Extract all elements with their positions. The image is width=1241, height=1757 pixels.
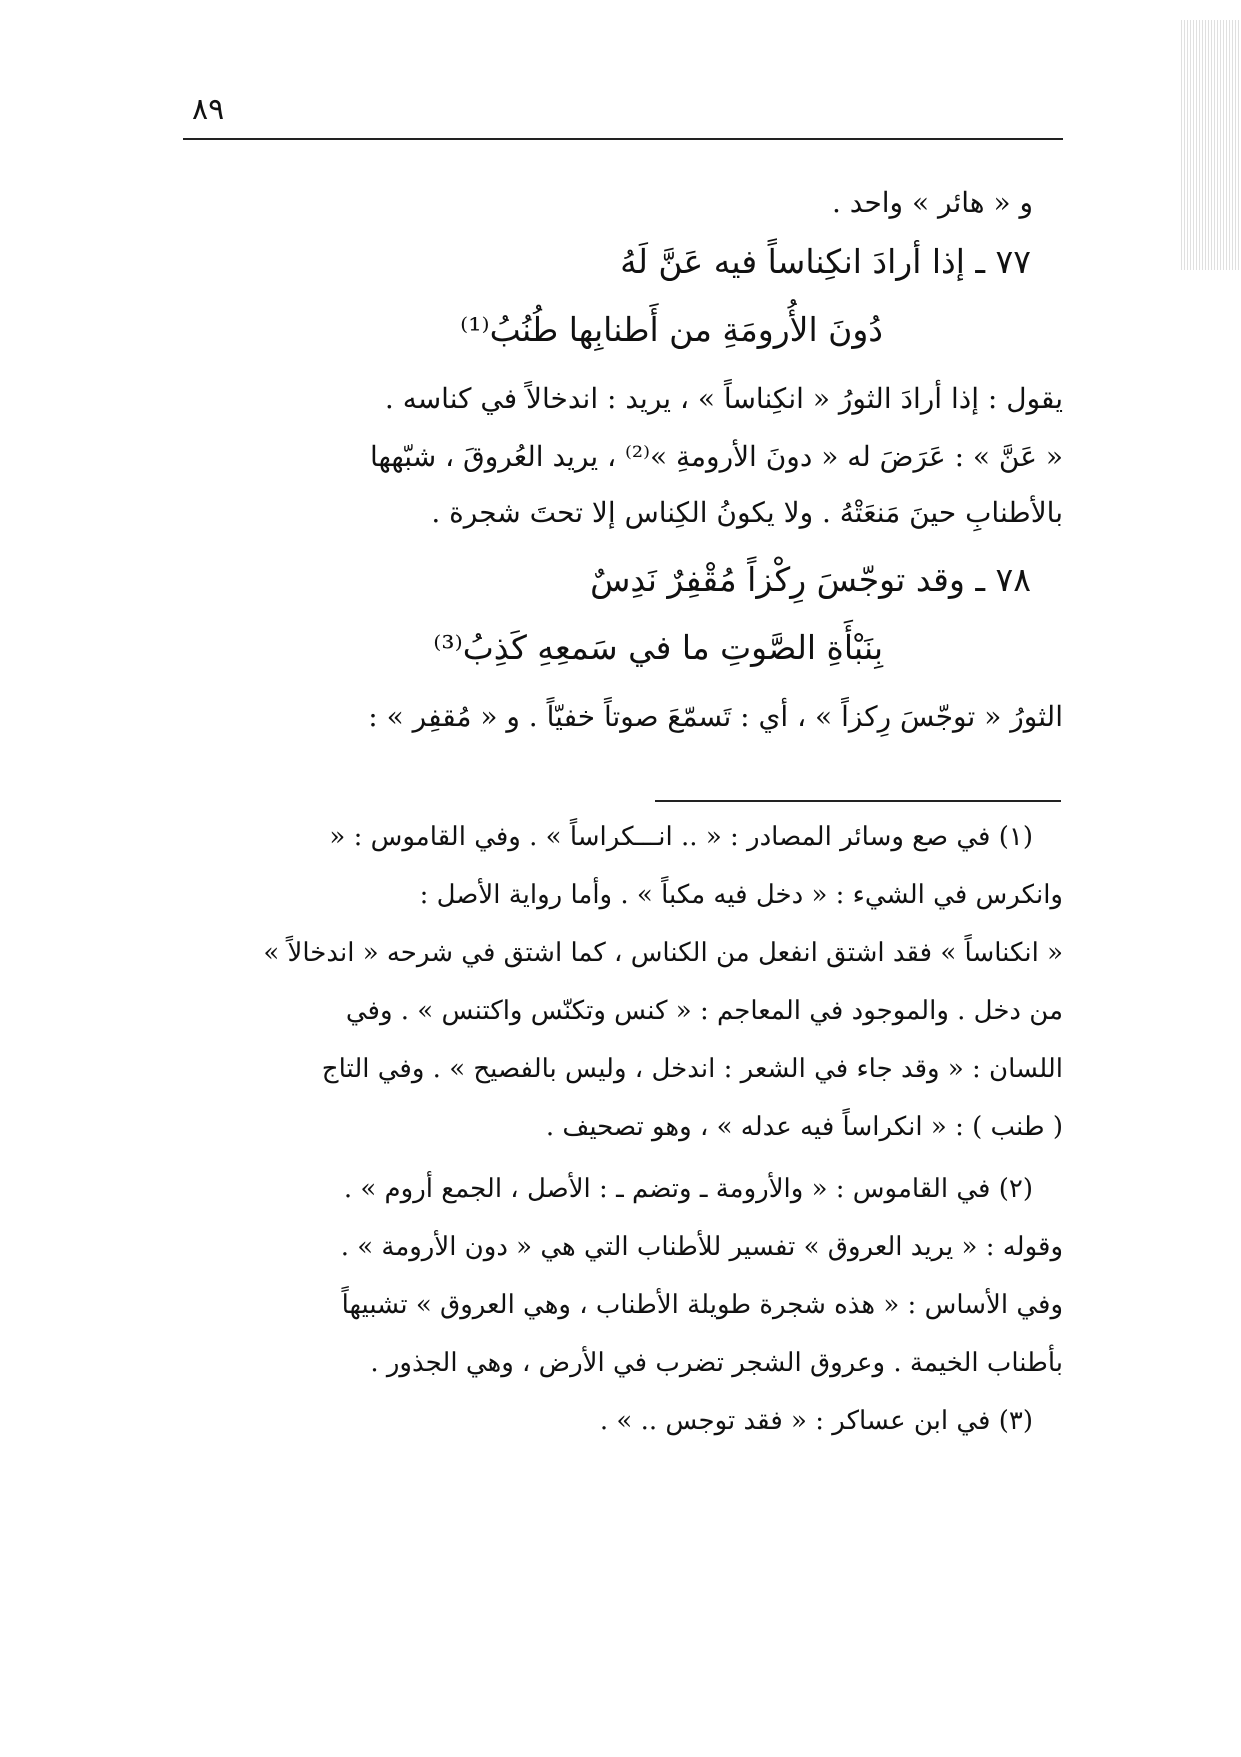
commentary-line: « عَنَّ » : عَرَضَ له « دونَ الأرومةِ »⁽²⁾ ، يريد العُروقَ ، شبّهها — [369, 440, 1063, 473]
verse-78-first-hemistich: ٧٨ ـ وقد توجّسَ رِكْزاً مُقْفِرٌ نَدِسٌ — [590, 560, 1031, 599]
footnote-1-line: اللسان : « وقد جاء في الشعر : اندخل ، وليس بالفصيح » . وفي التاج — [321, 1054, 1063, 1084]
commentary-line: يقول : إذا أرادَ الثورُ « انكِناساً » ، يريد : اندخالاً في كناسه . — [384, 382, 1063, 415]
footnote-2-line: وفي الأساس : « هذه شجرة طويلة الأطناب ، وهي العروق » تشبيهاً — [341, 1290, 1063, 1320]
footnote-1-line: « انكناساً » فقد اشتق انفعل من الكناس ، كما اشتق في شرحه « اندخالاً » — [263, 938, 1063, 968]
footnote-1-line: ( طنب ) : « انكراساً فيه عدله » ، وهو تصحيف . — [545, 1112, 1063, 1142]
page-edge-shadow — [1181, 20, 1241, 270]
footnote-2-line: بأطناب الخيمة . وعروق الشجر تضرب في الأرض ، وهي الجذور . — [370, 1348, 1063, 1378]
footnote-1-line: من دخل . والموجود في المعاجم : « كنس وتكنّس واكتنس » . وفي — [345, 996, 1063, 1026]
commentary-line: الثورُ « توجّسَ رِكزاً » ، أي : تَسمّعَ صوتاً خفيّاً . و « مُقفِر » : — [368, 700, 1063, 733]
footnote-1-line: (١) في صع وسائر المصادر : « .. انـــكراساً » . وفي القاموس : « — [329, 822, 1033, 852]
commentary-line: بالأطنابِ حينَ مَنعَتْهُ . ولا يكونُ الكِناس إلا تحتَ شجرة . — [431, 496, 1063, 529]
footnote-2-line: وقوله : « يريد العروق » تفسير للأطناب التي هي « دون الأرومة » . — [340, 1232, 1063, 1262]
verse-78-second-hemistich: بِنَبْأَةِ الصَّوتِ ما في سَمعِهِ كَذِبُ⁽³⁾ — [433, 628, 883, 667]
footnote-1-line: وانكرس في الشيء : « دخل فيه مكباً » . وأما رواية الأصل : — [419, 880, 1063, 910]
verse-77-first-hemistich: ٧٧ ـ إذا أرادَ انكِناساً فيه عَنَّ لَهُ — [620, 242, 1031, 281]
page-number: ٨٩ — [192, 92, 225, 127]
footnotes-block — [183, 0, 1063, 1500]
footnote-3-line: (٣) في ابن عساكر : « فقد توجس .. » . — [599, 1406, 1033, 1436]
verse-77-second-hemistich: دُونَ الأُرومَةِ من أَطنابِها طُنُبُ⁽¹⁾ — [460, 310, 883, 349]
footnote-2-line: (٢) في القاموس : « والأرومة ـ وتضم ـ : الأصل ، الجمع أروم » . — [343, 1174, 1033, 1204]
text-line: و « هائر » واحد . — [831, 186, 1033, 219]
